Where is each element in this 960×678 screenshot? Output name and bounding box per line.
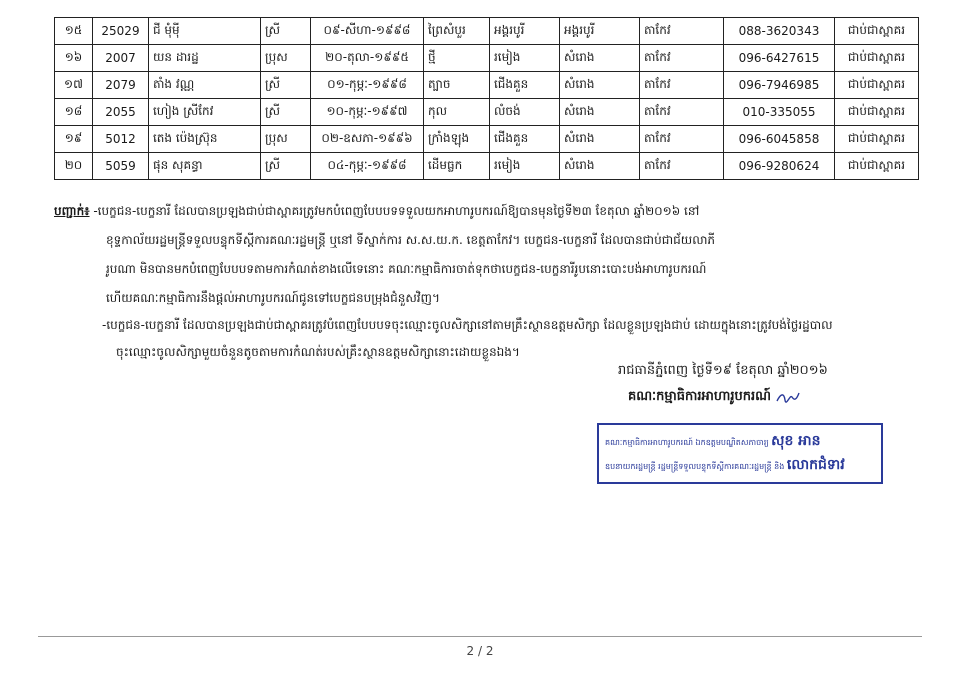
cell-commune: រមៀង — [490, 153, 560, 180]
table-row — [55, 126, 919, 153]
results-table — [54, 17, 919, 180]
note-line-5: -បេក្ខជន-បេក្ខនារី ដែលបានប្រឡងជាប់ជាស្ពាគរត្រូវបំពេញបែបបទចុះឈ្មោះចូលសិក្សានៅតាមគ្រឹះស្ថានឧត្តមសិក្សា ដែលខ្លួនប្រឡងជាប់ ដោយក្នុងនោះត្រូវបង់ថ្លៃរដ្ឋបាល — [102, 318, 833, 332]
cell-commune: លំចង់ — [490, 99, 560, 126]
cell-province: តាកែវ — [640, 72, 724, 99]
cell-row-number: ១៨ — [55, 99, 93, 126]
footer-divider — [38, 636, 922, 637]
cell-result: ជាប់ជាស្ពាគរ — [835, 153, 919, 180]
cell-result: ជាប់ជាស្ពាគរ — [835, 18, 919, 45]
cell-birth-date: ០៩-សីហា-១៩៩៨ — [311, 18, 424, 45]
cell-gender: ប្រុស — [261, 126, 311, 153]
cell-birth-date: ២០-តុលា-១៩៩៥ — [311, 45, 424, 72]
cell-gender: ស្រី — [261, 18, 311, 45]
table-row — [55, 45, 919, 72]
cell-district: សំរោង — [560, 45, 640, 72]
cell-gender: ស្រី — [261, 153, 311, 180]
cell-gender: ស្រី — [261, 72, 311, 99]
cell-phone: 088-3620343 — [724, 18, 835, 45]
cell-result: ជាប់ជាស្ពាគរ — [835, 72, 919, 99]
notes-heading: បញ្ជាក់៖ — [54, 204, 90, 218]
place-date: រាជធានីភ្នំពេញ ថ្ងៃទី១៩ ខែតុលា ឆ្នាំ២០១៦ — [618, 363, 828, 378]
results-table-body — [55, 18, 919, 180]
cell-village: ដើមធ្លក — [424, 153, 490, 180]
cell-province: តាកែវ — [640, 18, 724, 45]
cell-full-name: តាំង វណ្ណ — [149, 72, 261, 99]
cell-province: តាកែវ — [640, 126, 724, 153]
cell-gender: ប្រុស — [261, 45, 311, 72]
cell-village: ព្រៃសំបួរ — [424, 18, 490, 45]
cell-full-name: ហៀង ស្រីកែវ — [149, 99, 261, 126]
signature-mark — [776, 391, 800, 403]
cell-district: សំរោង — [560, 126, 640, 153]
cell-birth-date: ១០-កុម្ភៈ-១៩៩៧ — [311, 99, 424, 126]
note-line-6: ចុះឈ្មោះចូលសិក្សាមួយចំនួនតូចតាមការកំណត់របស់គ្រឹះស្ថានឧត្តមសិក្សានោះដោយខ្លួនឯង។ — [116, 345, 520, 359]
stamp-name-1: សុខ អាន — [771, 433, 821, 449]
cell-exam-id: 5059 — [93, 153, 149, 180]
page-number: 2 / 2 — [466, 644, 494, 658]
cell-exam-id: 25029 — [93, 18, 149, 45]
cell-phone: 010-335055 — [724, 99, 835, 126]
note-line-1: -បេក្ខជន-បេក្ខនារី ដែលបានប្រឡងជាប់ជាស្ពាគរត្រូវមកបំពេញបែបបទទទួលយកអាហារូបករណ៍ឱ្យបានមុនថ្ងៃទី២៣ ខែតុលា ឆ្នាំ២០១៦ នៅ — [93, 204, 700, 218]
cell-full-name: ជី មុំម៉ី — [149, 18, 261, 45]
cell-district: សំរោង — [560, 99, 640, 126]
cell-birth-date: ០១-កុម្ភៈ-១៩៩៨ — [311, 72, 424, 99]
table-row — [55, 72, 919, 99]
cell-district: សំរោង — [560, 72, 640, 99]
cell-district: សំរោង — [560, 153, 640, 180]
cell-village: ត្បាច — [424, 72, 490, 99]
cell-commune: ជើងគួន — [490, 126, 560, 153]
cell-province: តាកែវ — [640, 153, 724, 180]
stamp-line-2: ឧបនាយករដ្ឋមន្ត្រី រដ្ឋមន្ត្រីទទួលបន្ទុកទីស្តីការគណៈរដ្ឋមន្ត្រី និង — [605, 462, 785, 471]
cell-full-name: យន ដារដ្ឋ — [149, 45, 261, 72]
cell-full-name: តេង ប៉េងស្រ៊ុន — [149, 126, 261, 153]
cell-row-number: ២០ — [55, 153, 93, 180]
stamp-line-1: គណៈកម្មាធិការអាហារូបករណ៍ ឯកឧត្តមបណ្ឌិតសភាចារ្យ — [605, 438, 769, 447]
cell-exam-id: 2007 — [93, 45, 149, 72]
cell-phone: 096-6427615 — [724, 45, 835, 72]
cell-phone: 096-6045858 — [724, 126, 835, 153]
official-stamp — [597, 423, 883, 484]
table-row — [55, 153, 919, 180]
cell-village: ក្រាំងឡុង — [424, 126, 490, 153]
cell-gender: ស្រី — [261, 99, 311, 126]
cell-row-number: ១៧ — [55, 72, 93, 99]
cell-result: ជាប់ជាស្ពាគរ — [835, 126, 919, 153]
cell-birth-date: ០២-ឧសភា-១៩៩៦ — [311, 126, 424, 153]
cell-village: ថ្មី — [424, 45, 490, 72]
cell-result: ជាប់ជាស្ពាគរ — [835, 99, 919, 126]
cell-commune: ជើងគួន — [490, 72, 560, 99]
cell-province: តាកែវ — [640, 45, 724, 72]
table-row — [55, 18, 919, 45]
cell-phone: 096-9280624 — [724, 153, 835, 180]
cell-result: ជាប់ជាស្ពាគរ — [835, 45, 919, 72]
cell-district: អង្គរបូរី — [560, 18, 640, 45]
cell-birth-date: ០៤-កុម្ភៈ-១៩៩៨ — [311, 153, 424, 180]
stamp-name-2: លោកជំទាវ — [786, 457, 845, 473]
cell-exam-id: 2055 — [93, 99, 149, 126]
cell-exam-id: 5012 — [93, 126, 149, 153]
note-line-4: ហើយគណៈកម្មាធិការនឹងផ្តល់អាហារូបករណ៍ជូនទៅបេក្ខជនបម្រុងជំនួសវិញ។ — [106, 291, 440, 305]
cell-village: កុល — [424, 99, 490, 126]
committee-label: គណៈកម្មាធិការអាហារូបករណ៍ — [628, 389, 771, 404]
cell-exam-id: 2079 — [93, 72, 149, 99]
cell-row-number: ១៦ — [55, 45, 93, 72]
cell-full-name: ផុន សុគន្ធា — [149, 153, 261, 180]
note-line-2: ខុទ្ទកាល័យរដ្ឋមន្ត្រីទទួលបន្ទុកទីស្តីការគណៈរដ្ឋមន្ត្រី ឬនៅ ទីស្នាក់ការ ស.ស.យ.ក. ខេត្តតាកែវ។ បេក្ខជន-បេក្ខនារី ដែលបានជាប់ជាជ័យលាភី — [106, 233, 716, 247]
cell-phone: 096-7946985 — [724, 72, 835, 99]
committee-name — [628, 388, 800, 407]
table-row — [55, 99, 919, 126]
cell-commune: អង្គរបូរី — [490, 18, 560, 45]
cell-row-number: ១៥ — [55, 18, 93, 45]
cell-province: តាកែវ — [640, 99, 724, 126]
cell-commune: រមៀង — [490, 45, 560, 72]
note-line-3: រូបណា មិនបានមកបំពេញបែបបទតាមការកំណត់ខាងលើទេនោះ គណៈកម្មាធិការចាត់ទុកថាបេក្ខជន-បេក្ខនារីរូបនោះបោះបង់អាហារូបករណ៍ — [106, 262, 707, 276]
cell-row-number: ១៩ — [55, 126, 93, 153]
